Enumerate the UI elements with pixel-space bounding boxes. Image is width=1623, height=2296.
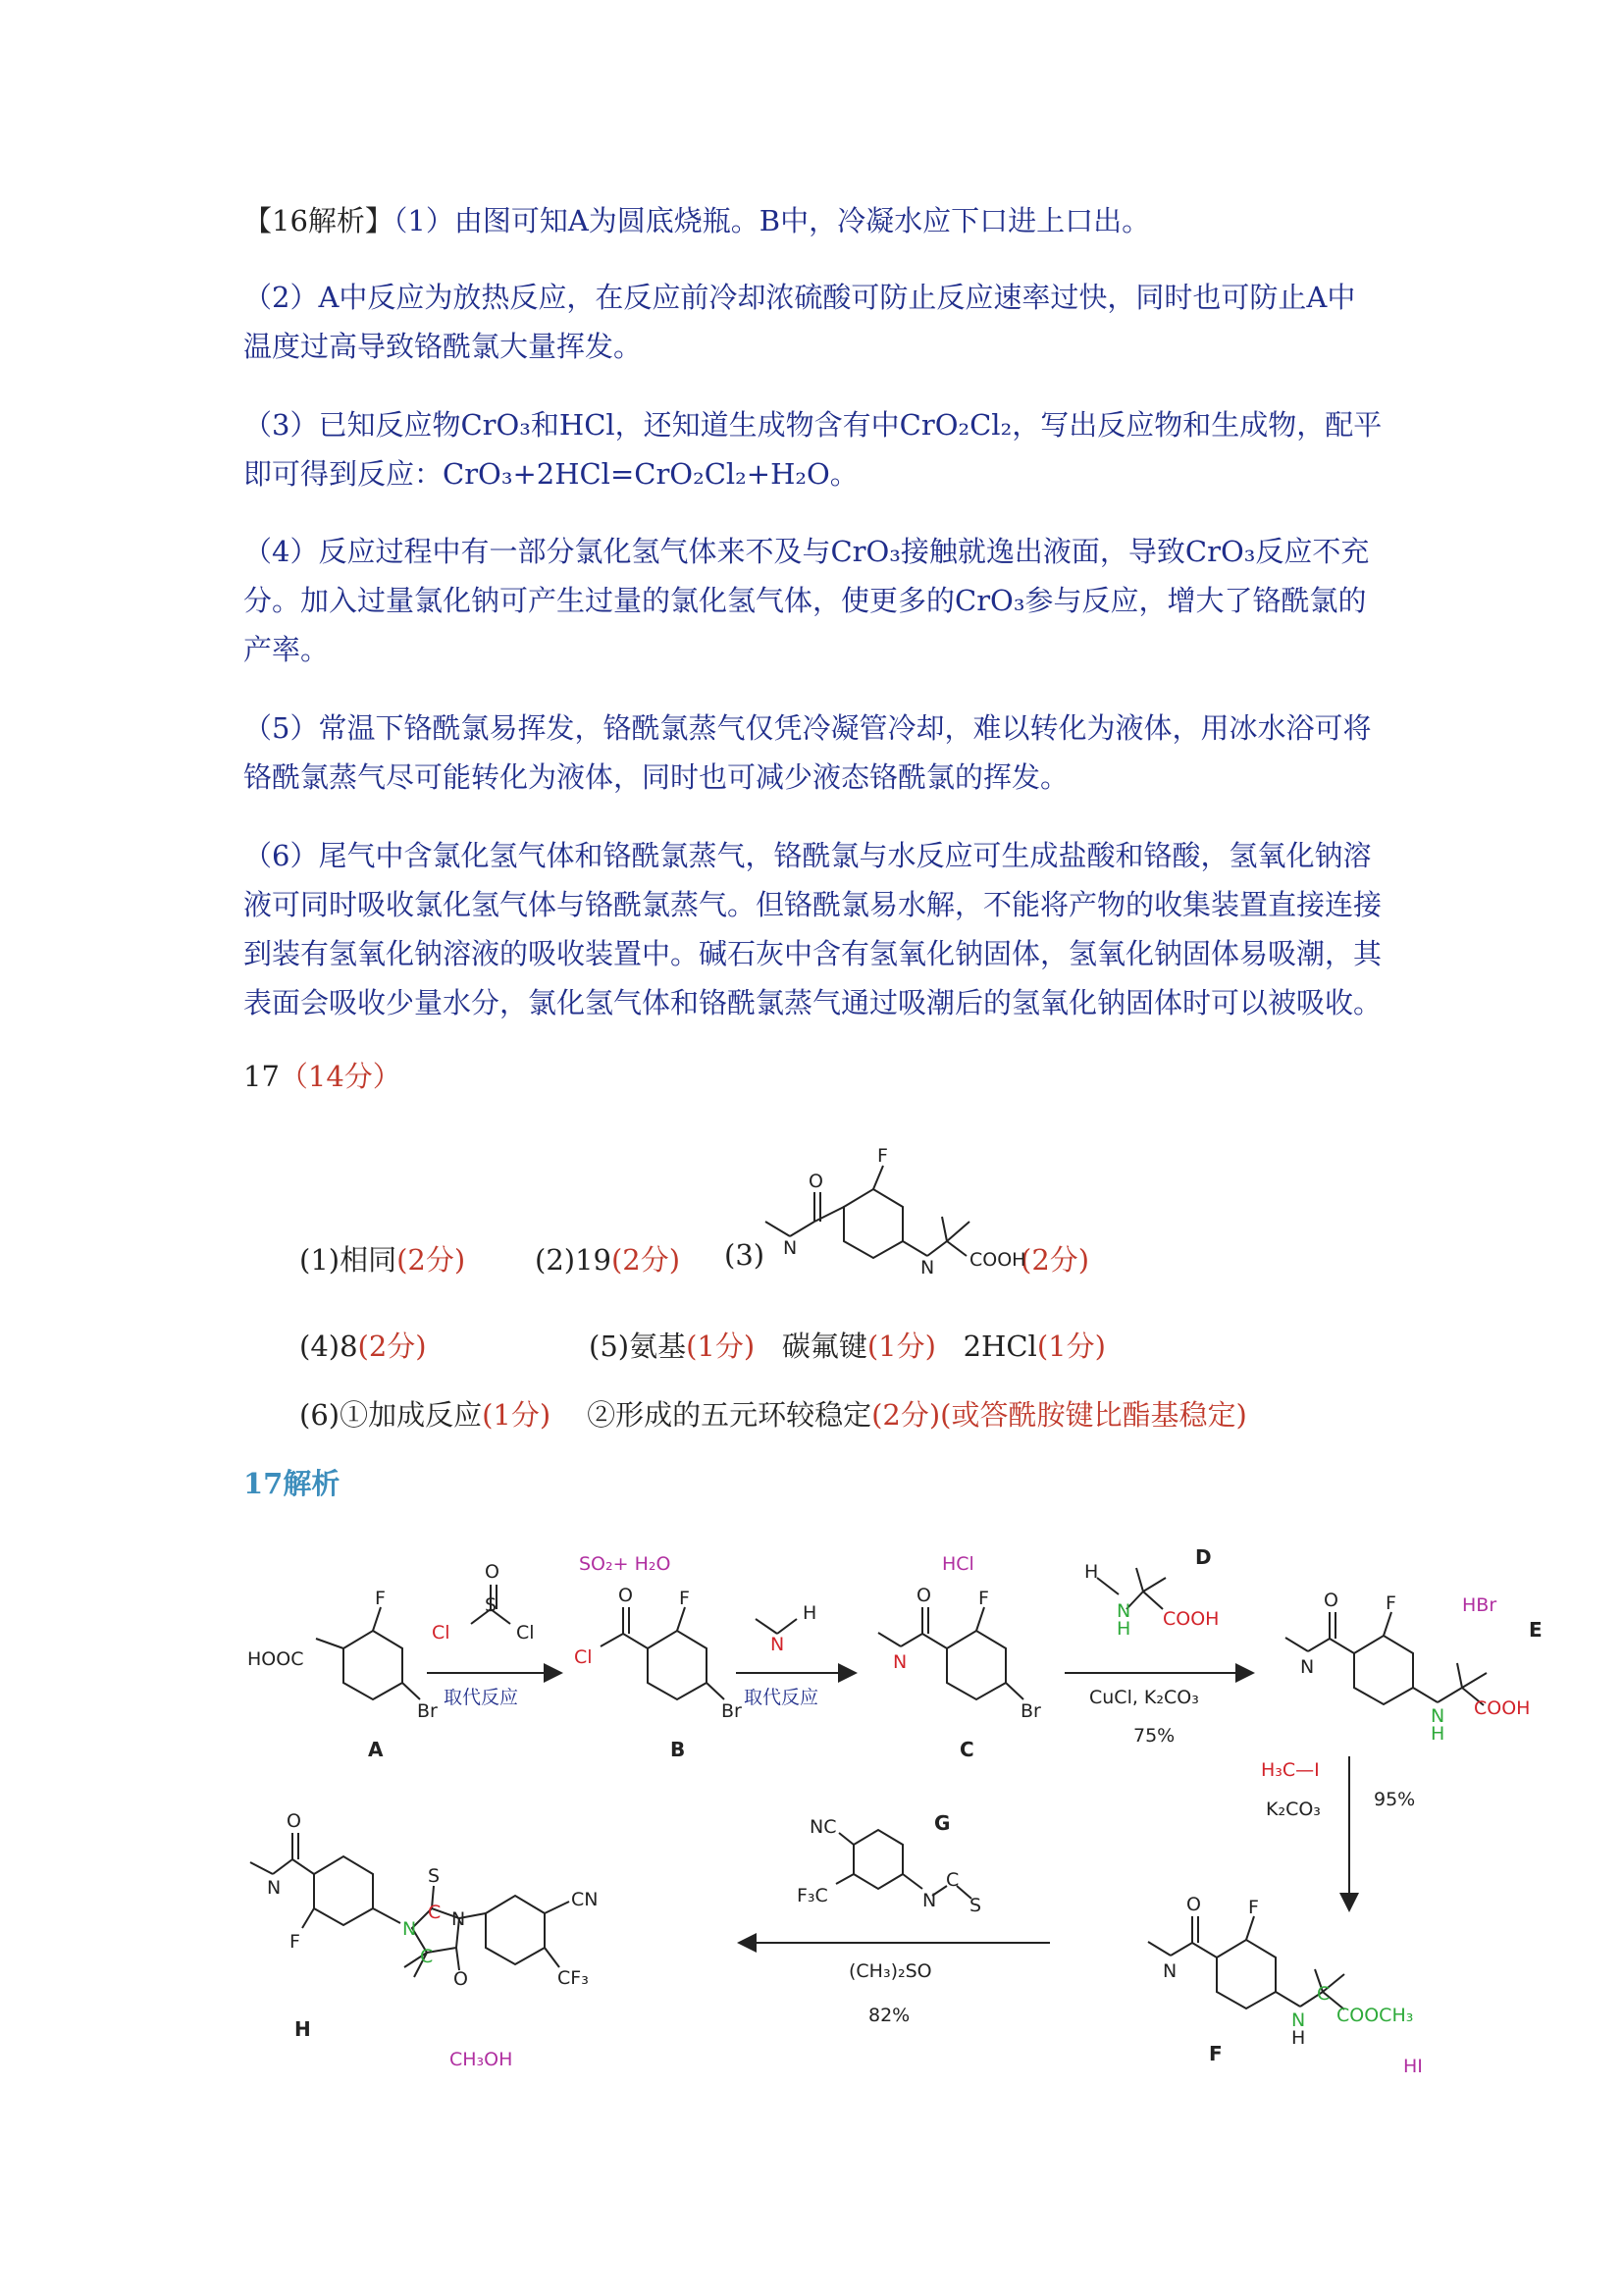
svg-text:CH₃OH: CH₃OH xyxy=(449,2049,513,2070)
svg-text:F₃C: F₃C xyxy=(797,1885,828,1906)
svg-text:HI: HI xyxy=(1403,2056,1423,2077)
answer-6: (6)①加成反应(1分) ②形成的五元环较稳定(2分)(或答酰胺键比酯基稳定) xyxy=(299,1398,1247,1432)
svg-text:N: N xyxy=(1117,1600,1131,1622)
svg-text:C: C xyxy=(1317,1983,1331,2005)
compound-a xyxy=(316,1607,420,1699)
q16-paragraph-5: （5）常温下铬酰氯易挥发，铬酰氯蒸气仅凭冷凝管冷却，难以转化为液体，用冰水浴可将铬酰氯蒸气尽可能转化为液体，同时也可减少液态铬酰氯的挥发。 xyxy=(243,711,1372,794)
svg-text:H: H xyxy=(1431,1723,1445,1745)
svg-text:K₂CO₃: K₂CO₃ xyxy=(1266,1799,1321,1820)
answer-3-label: (3) xyxy=(724,1238,765,1272)
svg-text:COOH: COOH xyxy=(1163,1608,1220,1630)
answer-5: (5)氨基(1分) 碳氟键(1分) 2HCl(1分) xyxy=(589,1330,1106,1363)
svg-text:N: N xyxy=(1163,1960,1178,1982)
svg-text:82%: 82% xyxy=(868,2005,911,2026)
svg-text:S: S xyxy=(969,1895,982,1916)
svg-text:COOH: COOH xyxy=(1474,1697,1531,1719)
q17-analysis-heading: 17解析 xyxy=(243,1467,340,1500)
svg-text:F: F xyxy=(679,1588,690,1609)
svg-text:N: N xyxy=(402,1918,417,1940)
svg-text:N: N xyxy=(451,1908,466,1930)
svg-text:95%: 95% xyxy=(1374,1789,1416,1810)
answer-3-score: (2分) xyxy=(1021,1243,1090,1277)
svg-text:F: F xyxy=(1209,2042,1223,2065)
svg-text:O: O xyxy=(618,1585,633,1606)
svg-text:C: C xyxy=(960,1738,974,1761)
svg-text:S: S xyxy=(428,1865,441,1887)
compound-b xyxy=(601,1607,724,1699)
svg-text:H: H xyxy=(1291,2027,1306,2049)
reaction-scheme xyxy=(236,1531,1590,2080)
svg-text:S: S xyxy=(485,1594,497,1616)
q16-paragraph-6: （6）尾气中含氯化氢气体和铬酰氯蒸气，铬酰氯与水反应可生成盐酸和铬酸，氢氧化钠溶液可同时吸收氯化氢气体与铬酰氯蒸气。但铬酰氯易水解，不能将产物的收集装置直接连接到装有氢氧化钠溶液的吸收装置中。碱石灰中含有氢氧化钠固体，氢氧化钠固体易吸潮，其表面会吸收少量水分，氯化氢气体和铬酰氯蒸气通过吸潮后的氢氧化钠固体时可以被吸收。 xyxy=(243,839,1383,1019)
svg-text:Br: Br xyxy=(1021,1700,1041,1722)
q16-paragraph-1 xyxy=(243,196,1384,245)
answer-1: (1)相同(2分) xyxy=(299,1243,466,1277)
svg-text:(CH₃)₂SO: (CH₃)₂SO xyxy=(849,1960,932,1982)
svg-text:Br: Br xyxy=(721,1700,742,1722)
compound-f xyxy=(1148,1916,1344,2009)
svg-text:CN: CN xyxy=(571,1889,599,1910)
svg-text:O: O xyxy=(485,1561,499,1583)
q16-paragraph-2: （2）A中反应为放热反应，在反应前冷却浓硫酸可防止反应速率过快，同时也可防止A中温度过高导致铬酰氯大量挥发。 xyxy=(243,281,1356,363)
svg-text:N: N xyxy=(783,1237,798,1259)
svg-text:H: H xyxy=(803,1602,817,1624)
svg-text:取代反应: 取代反应 xyxy=(444,1687,519,1708)
answer-2: (2)19(2分) xyxy=(535,1243,681,1277)
svg-text:F: F xyxy=(289,1931,300,1953)
svg-text:SO₂+ H₂O: SO₂+ H₂O xyxy=(579,1553,671,1575)
svg-text:C: C xyxy=(420,1946,434,1967)
svg-text:B: B xyxy=(670,1738,686,1761)
svg-text:E: E xyxy=(1529,1618,1543,1642)
svg-text:O: O xyxy=(1186,1894,1201,1915)
svg-text:HCl: HCl xyxy=(942,1553,974,1575)
svg-text:F: F xyxy=(1386,1592,1396,1614)
svg-text:HBr: HBr xyxy=(1462,1594,1497,1616)
svg-text:N: N xyxy=(1431,1705,1445,1727)
svg-text:H: H xyxy=(294,2017,311,2041)
svg-text:N: N xyxy=(893,1651,908,1673)
answer-3-structure xyxy=(746,1128,1060,1285)
svg-text:Cl: Cl xyxy=(516,1622,535,1644)
svg-text:Cl: Cl xyxy=(574,1646,593,1668)
svg-text:NC: NC xyxy=(810,1816,837,1838)
q16-p1-text: （1）由图可知A为圆底烧瓶。B中，冷凝水应下口进上口出。 xyxy=(393,204,1151,237)
q16-paragraph-3: （3）已知反应物CrO₃和HCl，还知道生成物含有中CrO₂Cl₂，写出反应物和生成物，配平即可得到反应：CrO₃+2HCl=CrO₂Cl₂+H₂O。 xyxy=(243,408,1383,491)
answer-4: (4)8(2分) xyxy=(299,1330,427,1363)
svg-text:HOOC: HOOC xyxy=(247,1648,304,1670)
svg-text:F: F xyxy=(1248,1897,1259,1918)
svg-text:O: O xyxy=(916,1585,931,1606)
svg-text:取代反应: 取代反应 xyxy=(744,1687,819,1708)
svg-text:COOH: COOH xyxy=(969,1249,1026,1271)
svg-text:D: D xyxy=(1195,1545,1212,1569)
compound-e xyxy=(1285,1612,1487,1705)
svg-text:O: O xyxy=(809,1171,823,1192)
svg-text:G: G xyxy=(934,1811,951,1835)
svg-text:A: A xyxy=(368,1738,384,1761)
svg-text:N: N xyxy=(922,1890,937,1911)
q17-heading: 17（14分） xyxy=(243,1060,401,1093)
svg-text:C: C xyxy=(428,1902,442,1923)
svg-text:N: N xyxy=(770,1634,785,1655)
svg-text:C: C xyxy=(946,1869,960,1891)
svg-text:N: N xyxy=(1291,2009,1306,2031)
svg-text:Cl: Cl xyxy=(432,1622,450,1644)
svg-text:N: N xyxy=(267,1877,282,1899)
svg-text:H: H xyxy=(1117,1618,1131,1640)
svg-text:F: F xyxy=(375,1588,386,1609)
svg-text:O: O xyxy=(453,1968,468,1990)
svg-text:O: O xyxy=(1324,1590,1338,1611)
svg-text:CF₃: CF₃ xyxy=(557,1967,589,1989)
q16-paragraph-4: （4）反应过程中有一部分氯化氢气体来不及与CrO₃接触就逸出液面，导致CrO₃反应不充分。加入过量氯化钠可产生过量的氯化氢气体，使更多的CrO₃参与反应，增大了铬酰氯的产率。 xyxy=(243,535,1370,666)
svg-text:H₃C—I: H₃C—I xyxy=(1261,1759,1320,1781)
svg-text:N: N xyxy=(920,1257,935,1278)
svg-text:F: F xyxy=(978,1588,989,1609)
svg-text:O: O xyxy=(287,1810,301,1832)
svg-text:Br: Br xyxy=(417,1700,438,1722)
svg-text:F: F xyxy=(877,1145,888,1167)
svg-text:CuCl, K₂CO₃: CuCl, K₂CO₃ xyxy=(1089,1687,1199,1708)
svg-text:N: N xyxy=(1300,1656,1315,1678)
svg-text:COOCH₃: COOCH₃ xyxy=(1336,2005,1414,2026)
compound-h xyxy=(250,1833,569,1977)
svg-text:75%: 75% xyxy=(1133,1725,1176,1747)
svg-text:H: H xyxy=(1084,1561,1099,1583)
q17-score: （14分） xyxy=(279,1060,401,1093)
q16-heading: 【16解析】 xyxy=(243,204,393,237)
